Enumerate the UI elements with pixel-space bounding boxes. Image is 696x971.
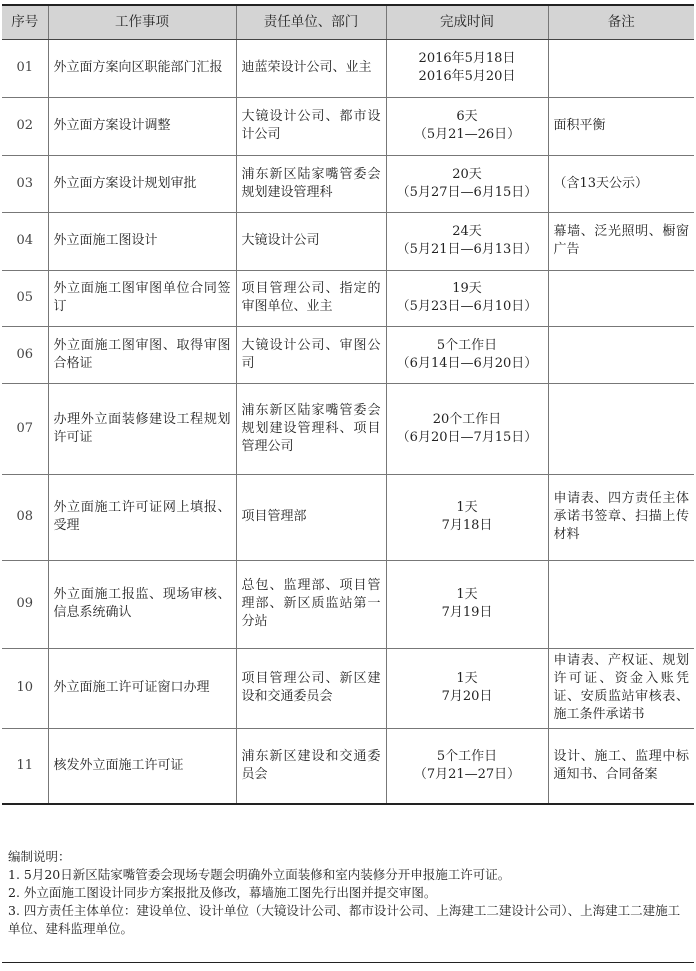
time-line-1: 20天 xyxy=(452,166,482,182)
time-line-1: 5个工作日 xyxy=(436,337,498,353)
time-line-1: 1天 xyxy=(456,500,478,515)
table-header xyxy=(2,5,694,39)
time-line-2: 7月19日 xyxy=(441,605,493,620)
cell-no: 06 xyxy=(2,326,48,383)
cell-no: 09 xyxy=(2,560,48,648)
table-row xyxy=(2,648,694,728)
cell-task xyxy=(48,728,236,804)
time-line-2: （6月14日—6月20日） xyxy=(396,355,538,371)
task-text: 办理外立面装修建设工程规划许可证 xyxy=(53,411,231,445)
task-text: 外立面施工许可证网上填报、受理 xyxy=(53,500,231,533)
notes-title: 编制说明： xyxy=(8,849,71,864)
time-line-2: （6月20日—7月15日） xyxy=(396,429,538,445)
compilation-notes xyxy=(8,848,688,938)
time-line-1: 2016年5月18日 xyxy=(418,51,516,66)
note-text: 幕墙、泛光照明、橱窗广告 xyxy=(553,224,689,257)
task-text: 外立面方案向区职能部门汇报 xyxy=(53,60,223,75)
task-text: 外立面施工图设计 xyxy=(53,233,158,248)
unit-text: 大镜设计公司 xyxy=(241,233,320,248)
cell-time xyxy=(386,270,548,326)
cell-task xyxy=(48,212,236,270)
time-line-1: 5个工作日 xyxy=(436,748,498,764)
cell-time xyxy=(386,560,548,648)
time-line-2: 2016年5月20日 xyxy=(418,69,516,84)
note-text: 申请表、四方责任主体承诺书签章、扫描上传材料 xyxy=(553,491,689,542)
schedule-table xyxy=(2,4,694,805)
note-text: 面积平衡 xyxy=(553,118,606,133)
note-item: 3. 四方责任主体单位：建设单位、设计单位（大镜设计公司、都市设计公司、上海建工二建设计公司）、上海建工二建施工单位、建科监理单位。 xyxy=(8,903,681,936)
cell-task xyxy=(48,326,236,383)
header-no: 序号 xyxy=(2,5,48,39)
cell-time xyxy=(386,474,548,560)
time-line-1: 1天 xyxy=(456,587,478,602)
cell-task xyxy=(48,97,236,155)
cell-note xyxy=(548,155,694,212)
cell-task xyxy=(48,474,236,560)
table-body xyxy=(2,39,694,804)
cell-task xyxy=(48,155,236,212)
cell-note xyxy=(548,212,694,270)
cell-no: 08 xyxy=(2,474,48,560)
table-row xyxy=(2,155,694,212)
cell-unit xyxy=(236,648,386,728)
time-line-1: 24天 xyxy=(452,224,482,239)
note-item: 2. 外立面施工图设计同步方案报批及修改，幕墙施工图先行出图并提交审图。 xyxy=(8,885,437,900)
header-unit: 责任单位、部门 xyxy=(236,5,386,39)
cell-time xyxy=(386,383,548,474)
cell-no: 02 xyxy=(2,97,48,155)
time-line-2: （7月21—27日） xyxy=(413,766,521,782)
cell-unit xyxy=(236,728,386,804)
unit-text: 浦东新区建设和交通委员会 xyxy=(241,748,381,782)
note-text: （含13天公示） xyxy=(553,175,649,191)
task-text: 外立面施工报监、现场审核、信息系统确认 xyxy=(53,587,231,620)
bottom-rule xyxy=(2,962,694,963)
time-line-2: 7月18日 xyxy=(441,518,493,533)
cell-time xyxy=(386,97,548,155)
table-row xyxy=(2,560,694,648)
task-text: 外立面施工图审图单位合同签订 xyxy=(53,281,231,314)
table-row xyxy=(2,212,694,270)
time-line-2: （5月27日—6月15日） xyxy=(396,184,538,200)
task-text: 核发外立面施工许可证 xyxy=(53,757,184,773)
note-item: 1. 5月20日新区陆家嘴管委会现场专题会明确外立面装修和室内装修分开申报施工许可证。 xyxy=(8,867,511,882)
cell-unit xyxy=(236,39,386,97)
header-note: 备注 xyxy=(548,5,694,39)
cell-no: 03 xyxy=(2,155,48,212)
cell-note xyxy=(548,648,694,728)
cell-note xyxy=(548,270,694,326)
task-text: 外立面方案设计规划审批 xyxy=(53,175,197,191)
cell-no: 04 xyxy=(2,212,48,270)
unit-text: 总包、监理部、项目管理部、新区质监站第一分站 xyxy=(241,578,381,629)
cell-time xyxy=(386,648,548,728)
cell-no: 01 xyxy=(2,39,48,97)
cell-task xyxy=(48,560,236,648)
cell-note xyxy=(548,326,694,383)
cell-time xyxy=(386,212,548,270)
cell-unit xyxy=(236,326,386,383)
cell-task xyxy=(48,270,236,326)
time-line-1: 1天 xyxy=(456,671,478,686)
task-text: 外立面方案设计调整 xyxy=(53,118,171,133)
unit-text: 项目管理公司、新区建设和交通委员会 xyxy=(241,671,381,704)
time-line-1: 6天 xyxy=(456,109,478,124)
header-time: 完成时间 xyxy=(386,5,548,39)
unit-text: 项目管理部 xyxy=(241,509,307,524)
unit-text: 大镜设计公司、审图公司 xyxy=(241,337,381,371)
time-line-2: （5月21—26日） xyxy=(413,127,521,142)
cell-no: 11 xyxy=(2,728,48,804)
cell-note xyxy=(548,383,694,474)
unit-text: 浦东新区陆家嘴管委会规划建设管理科 xyxy=(241,166,381,200)
cell-unit xyxy=(236,212,386,270)
cell-time xyxy=(386,155,548,212)
header-task: 工作事项 xyxy=(48,5,236,39)
cell-note xyxy=(548,560,694,648)
unit-text: 项目管理公司、指定的审图单位、业主 xyxy=(241,281,381,314)
cell-note xyxy=(548,474,694,560)
cell-time xyxy=(386,39,548,97)
cell-no: 10 xyxy=(2,648,48,728)
table-row xyxy=(2,326,694,383)
task-text: 外立面施工图审图、取得审图合格证 xyxy=(53,337,231,371)
cell-note xyxy=(548,728,694,804)
time-line-1: 19天 xyxy=(452,281,482,296)
table-row xyxy=(2,383,694,474)
header-row xyxy=(2,5,694,39)
time-line-2: （5月23日—6月10日） xyxy=(396,299,538,314)
time-line-2: 7月20日 xyxy=(441,689,493,704)
time-line-2: （5月21日—6月13日） xyxy=(396,242,538,257)
cell-note xyxy=(548,97,694,155)
table-row xyxy=(2,728,694,804)
cell-no: 07 xyxy=(2,383,48,474)
note-text: 设计、施工、监理中标通知书、合同备案 xyxy=(553,748,689,782)
table-row xyxy=(2,474,694,560)
unit-text: 迪蓝荣设计公司、业主 xyxy=(241,60,372,75)
table-row xyxy=(2,97,694,155)
cell-note xyxy=(548,39,694,97)
cell-unit xyxy=(236,97,386,155)
cell-unit xyxy=(236,560,386,648)
time-line-1: 20个工作日 xyxy=(432,411,502,427)
cell-task xyxy=(48,648,236,728)
cell-unit xyxy=(236,474,386,560)
task-text: 外立面施工许可证窗口办理 xyxy=(53,680,210,695)
unit-text: 浦东新区陆家嘴管委会规划建设管理科、项目管理公司 xyxy=(241,402,381,454)
cell-time xyxy=(386,728,548,804)
unit-text: 大镜设计公司、都市设计公司 xyxy=(241,109,381,142)
cell-unit xyxy=(236,383,386,474)
note-text: 申请表、产权证、规划许可证、资金入账凭证、安质监站审核表、施工条件承诺书 xyxy=(553,653,689,722)
cell-unit xyxy=(236,270,386,326)
cell-time xyxy=(386,326,548,383)
cell-task xyxy=(48,383,236,474)
table-row xyxy=(2,270,694,326)
cell-unit xyxy=(236,155,386,212)
cell-task xyxy=(48,39,236,97)
cell-no: 05 xyxy=(2,270,48,326)
table-row xyxy=(2,39,694,97)
